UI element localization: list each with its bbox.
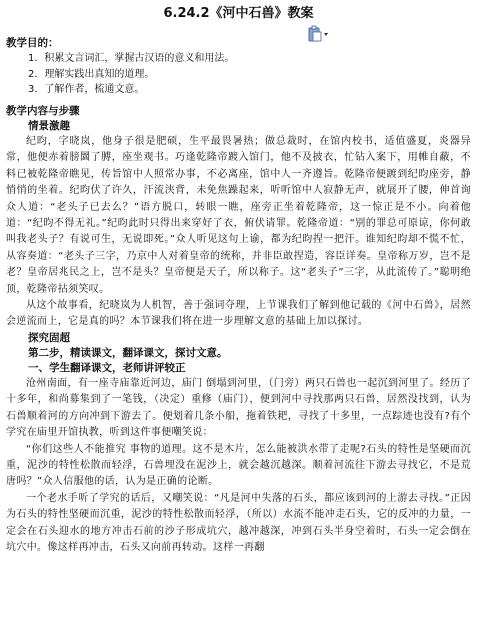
document-title: 6.24.2《河中石兽》教案 (163, 6, 314, 21)
translation-subheading: 一、学生翻译课文，老师讲评较正 (28, 361, 186, 374)
objectives-heading: 教学目的： (6, 37, 59, 49)
content-section (6, 104, 471, 556)
objectives-section (6, 36, 471, 98)
step-two-heading: 第二步，精读课文，翻译课文，探讨文意。 (28, 346, 228, 359)
intro-story-paragraph: 纪昀，字晓岚，他身子很是肥硕，生平最畏暑热；做总裁时，在馆内校书，适值盛夏，炎器异常，他便赤着膀圜了膊，座坐观书。巧逢乾隆帝踱入馆门，他不及披衣，忙钻入案下，用帷自蔽，不料已被乾隆帝瞧见，传旨馆中人照常办事，不必离座，馆中人一齐遵旨。乾隆帝便踱到纪昀座旁，静悄悄的坐着。纪昀伏了许久，汗流浃背，未免焦躁起来，听听馆中人寂静无声，就展开了腰，伸首询众人道：“老头子已去么？”语方脱口，转眼一瞧，座旁正坐着乾隆帝，这一惊正是不小。向着他道：“纪昀不得无礼。”纪昀此时只得出来穿好了衣，俯伏请罪。乾隆帝道：“别的罪总可原谅，你何敢叫我老头子？有说可生，无说即死。”众人听见这句上谕，都为纪昀捏一把汗。谁知纪昀却不慌不忙，从容奏道：“老头子三字，乃京中人对着皇帝的统称，并非臣敢捏造，容臣详奏。皇帝称万岁，岂不是老？皇帝居兆民之上，岂不是头？皇帝便是天子，所以称子。这“老头子”三字，从此流传了。”聪明绝顶，乾隆帝拈须笑叹。 (6, 136, 471, 295)
intro-heading: 情景激趣 (28, 120, 70, 132)
content-heading: 教学内容与步骤 (6, 105, 80, 117)
objective-item: 3．了解作者，梳通文意。 (28, 84, 145, 95)
objective-item: 1．积累文言词汇，掌握古汉语的意义和用法。 (28, 53, 235, 64)
intro-summary-paragraph: 从这个故事看，纪晓岚为人机智，善于强词夺理，上节课我们了解到他记载的《河中石兽》，居然会逆流而上，它是真的吗？本节课我们将在进一步理解文意的基础上加以探讨。 (6, 300, 471, 328)
translation-paragraph: “你们这些人不能推究 事物的道理。这不是木片，怎么能被洪水带了走呢?石头的特性是坚硬而沉重，泥沙的特性松散而轻浮，石兽埋没在泥沙上，就会越沉越深。顺着河流往下游去寻找它，不是荒唐吗？”众人信服他的话，认为是正确的论断。 (6, 443, 471, 488)
objective-item: 2．理解实践出真知的道理。 (28, 68, 155, 80)
explore-heading: 探究固超 (28, 331, 70, 344)
translation-paragraph: 一个老水手听了学究的话后，又嘲笑说：“凡是河中失落的石头，都应该到河的上游去寻找。”正因为石头的特性坚硬而沉重，泥沙的特性松散而轻浮，（所以）水流不能冲走石头，它的反冲的力量，一定会在石头迎水的地方冲击石前的沙子形成坑穴，越冲越深，冲到石头半身空着时，石头一定会倒在坑穴中。像这样再冲击，石头又向前再转动。这样一再翻 (6, 492, 471, 553)
translation-paragraph: 沧州南面，有一座寺庙靠近河边，庙门 倒塌到河里，（门旁）两只石兽也一起沉到河里了。经历了十多年，和尚募集到了一笔钱，（决定）重修（庙门），便到河中寻找那两只石兽，居然没找到，认为石兽顺着河的方向冲到下游去了。便划着几条小船，拖着铁耙，寻找了十多里，一点踪迹也没有?有个学究在庙里开馆执教，听到这件事便嘲笑说： (6, 377, 471, 439)
